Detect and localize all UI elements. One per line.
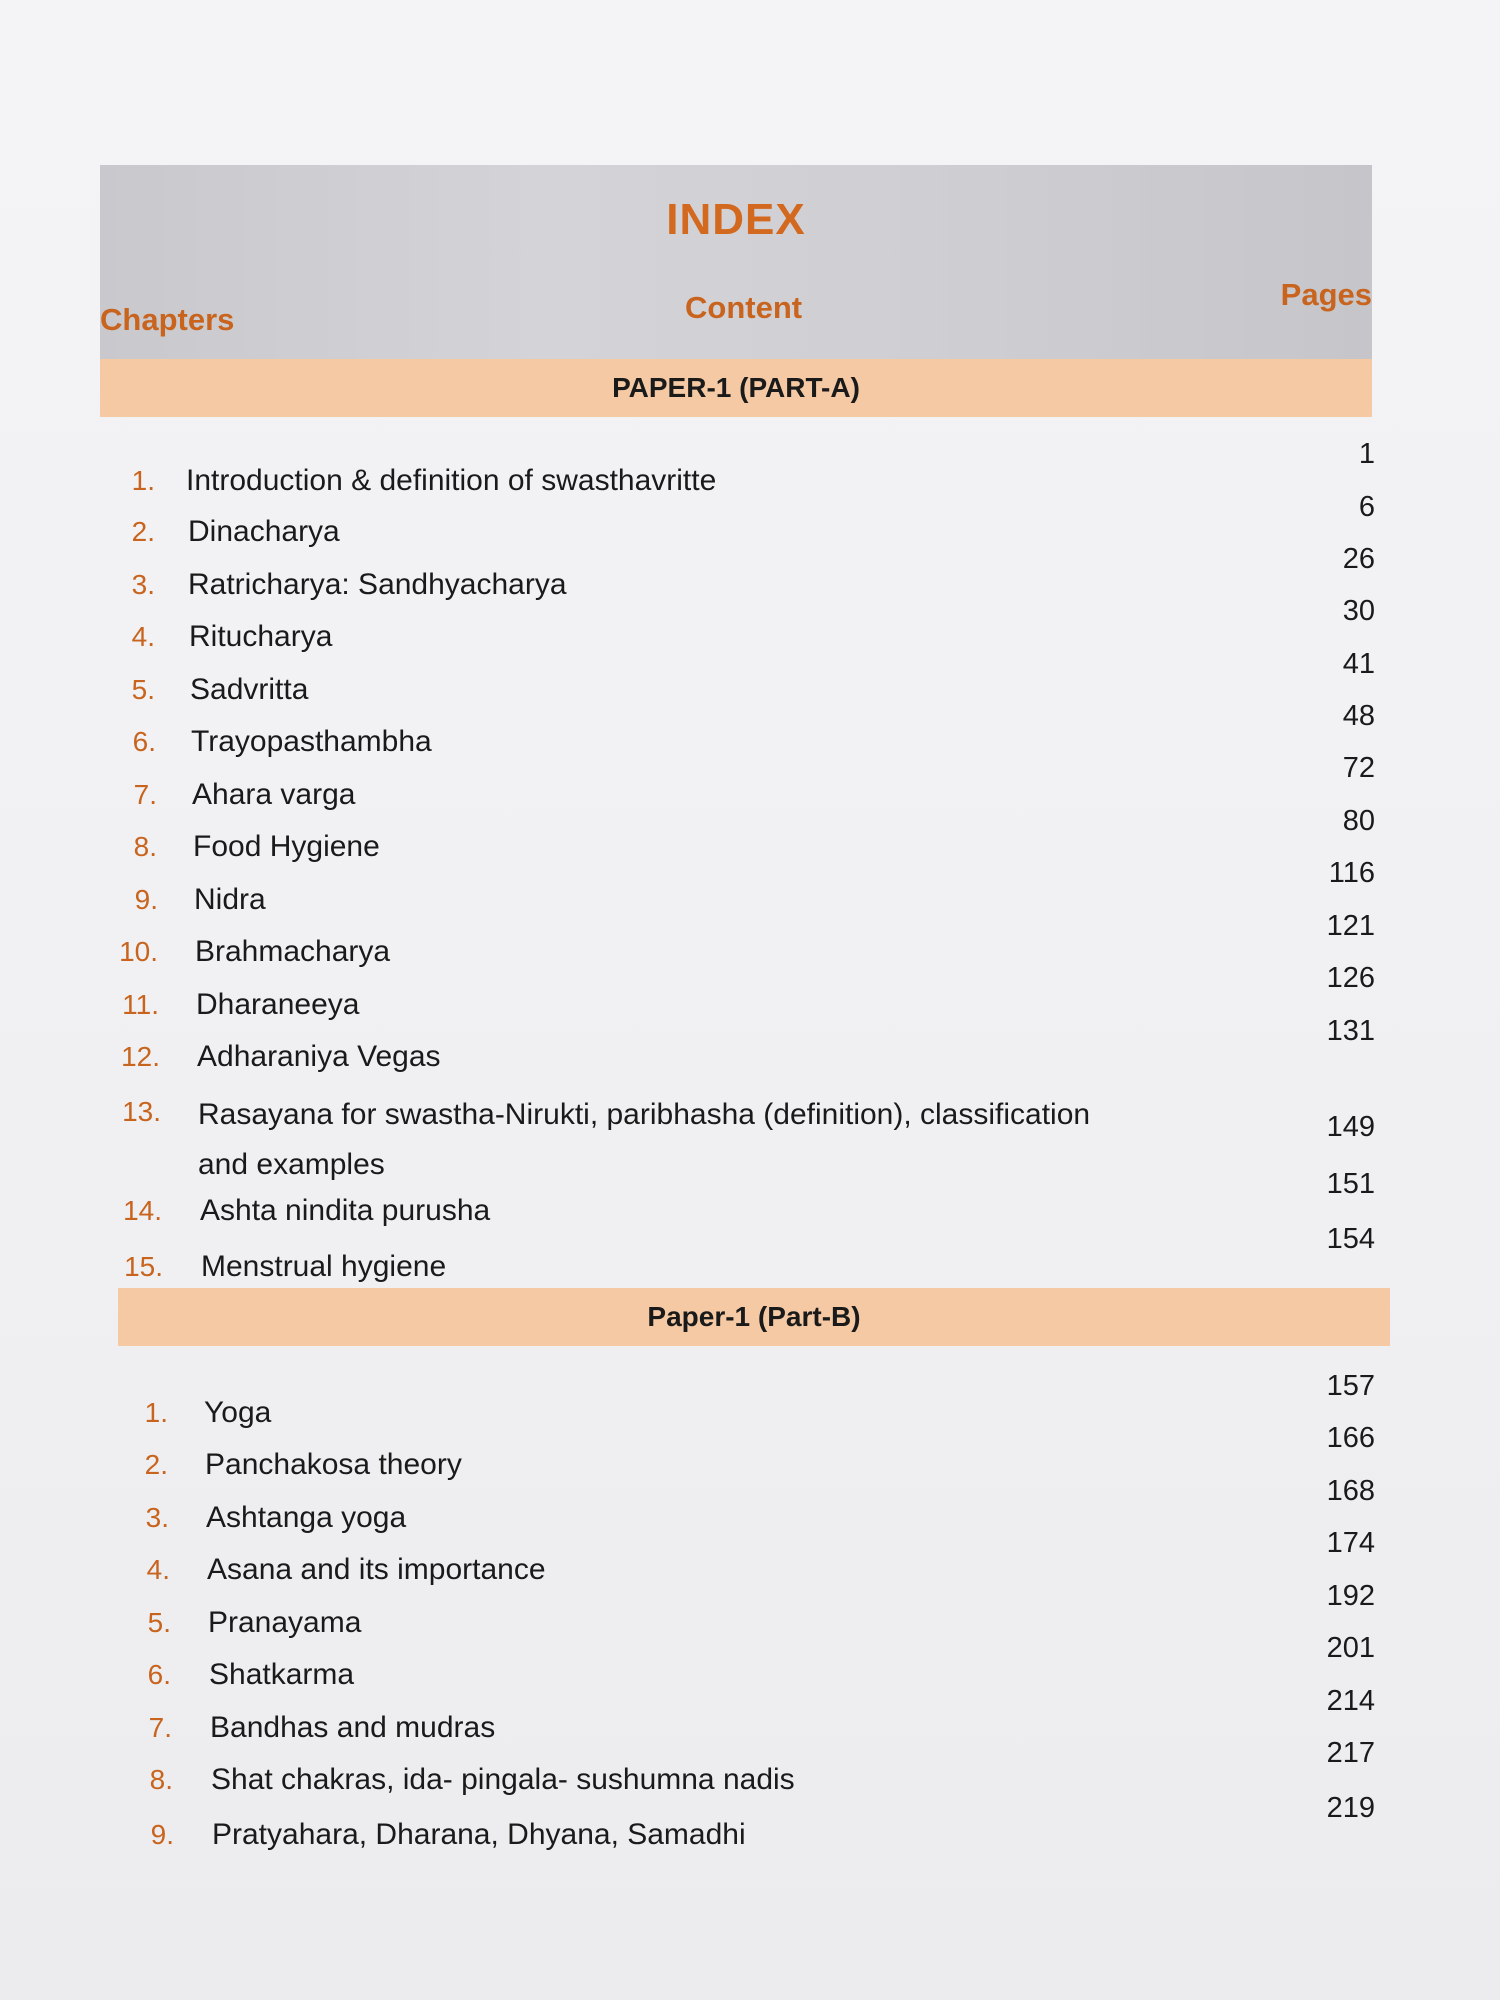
- column-header-content: Content: [685, 290, 803, 325]
- page-number: 154: [1326, 1223, 1375, 1255]
- page-number: 217: [1326, 1737, 1375, 1769]
- index-title: INDEX: [666, 195, 806, 244]
- chapter-number: 9.: [150, 1819, 174, 1850]
- chapter-title: Ahara varga: [192, 778, 356, 811]
- page-number: 219: [1326, 1792, 1375, 1824]
- page-number: 151: [1326, 1168, 1375, 1200]
- chapter-title: Panchakosa theory: [205, 1448, 462, 1481]
- page-number: 72: [1342, 752, 1375, 784]
- page-number: 149: [1326, 1111, 1375, 1143]
- page-number: 201: [1326, 1632, 1375, 1664]
- chapter-number: 6.: [147, 1659, 171, 1690]
- column-header-chapters: Chapters: [100, 302, 235, 337]
- chapter-number: 5.: [147, 1607, 171, 1638]
- chapter-title: Rasayana for swastha-Nirukti, paribhasha (definition), classification and examples: [198, 1098, 1091, 1181]
- chapter-title: Menstrual hygiene: [201, 1250, 447, 1283]
- page-number: 48: [1342, 700, 1375, 732]
- page-number: 80: [1342, 805, 1375, 837]
- chapter-number: 8.: [149, 1764, 173, 1795]
- chapter-title: Trayopasthambha: [191, 725, 432, 758]
- chapter-number: 3.: [145, 1502, 169, 1533]
- chapter-number: 14.: [123, 1195, 162, 1226]
- chapter-number: 15.: [124, 1251, 163, 1282]
- chapter-title: Ashta nindita purusha: [200, 1194, 491, 1227]
- page-number: 1: [1358, 438, 1375, 470]
- chapter-title: Shat chakras, ida- pingala- sushumna nadis: [211, 1763, 795, 1796]
- chapter-title: Pranayama: [208, 1606, 362, 1639]
- chapter-number: 7.: [148, 1712, 172, 1743]
- chapter-number: 10.: [119, 936, 158, 967]
- page-number: 30: [1342, 595, 1375, 627]
- chapter-number: 13.: [122, 1096, 161, 1127]
- chapter-title: Pratyahara, Dharana, Dhyana, Samadhi: [212, 1818, 746, 1851]
- chapter-title: Asana and its importance: [207, 1553, 546, 1586]
- chapter-number: 11.: [122, 989, 159, 1020]
- chapter-title: Dinacharya: [188, 515, 340, 548]
- page-number: 26: [1342, 543, 1375, 575]
- index-header: [100, 165, 1372, 370]
- column-header-pages: Pages: [1280, 277, 1372, 312]
- page-number: 41: [1342, 648, 1375, 680]
- chapter-number: 4.: [146, 1554, 170, 1585]
- chapter-title: Nidra: [194, 883, 266, 916]
- chapter-title: Yoga: [204, 1396, 272, 1429]
- chapter-number: 12.: [121, 1041, 160, 1072]
- chapter-number: 3.: [131, 569, 155, 600]
- page-number: 131: [1326, 1015, 1375, 1047]
- page-number: 166: [1326, 1422, 1375, 1454]
- chapter-number: 8.: [133, 831, 157, 862]
- chapter-title: Food Hygiene: [193, 830, 380, 863]
- chapter-number: 6.: [132, 726, 156, 757]
- chapter-title: Dharaneeya: [196, 988, 360, 1021]
- chapter-title: Bandhas and mudras: [210, 1711, 496, 1744]
- chapter-number: 2.: [131, 516, 155, 547]
- chapter-title: Sadvritta: [190, 673, 309, 706]
- chapter-title: Introduction & definition of swasthavritte: [186, 464, 717, 497]
- chapter-title: Ritucharya: [189, 620, 333, 653]
- chapter-number: 4.: [131, 621, 155, 652]
- page-number: 214: [1326, 1685, 1375, 1717]
- chapter-title: Brahmacharya: [195, 935, 391, 968]
- chapter-number: 1.: [144, 1397, 168, 1428]
- page-number: 168: [1326, 1475, 1375, 1507]
- page-number: 174: [1326, 1527, 1375, 1559]
- chapter-number: 1.: [131, 465, 155, 496]
- section-heading-part-b: Paper-1 (Part-B): [118, 1288, 1390, 1346]
- section-heading-part-a: PAPER-1 (PART-A): [100, 359, 1372, 417]
- chapter-title: Adharaniya Vegas: [197, 1040, 441, 1073]
- chapter-number: 7.: [133, 779, 157, 810]
- page-number: 121: [1326, 910, 1375, 942]
- chapter-title: Shatkarma: [209, 1658, 355, 1691]
- chapter-number: 2.: [144, 1449, 168, 1480]
- chapter-number: 5.: [131, 674, 155, 705]
- chapter-number: 9.: [134, 884, 158, 915]
- page-number: 192: [1326, 1580, 1375, 1612]
- page-number: 116: [1328, 857, 1375, 889]
- page-number: 126: [1326, 962, 1375, 994]
- page-number: 157: [1326, 1370, 1375, 1402]
- chapter-title: Ratricharya: Sandhyacharya: [188, 568, 567, 601]
- page-number: 6: [1358, 491, 1375, 523]
- chapter-title: Ashtanga yoga: [206, 1501, 407, 1534]
